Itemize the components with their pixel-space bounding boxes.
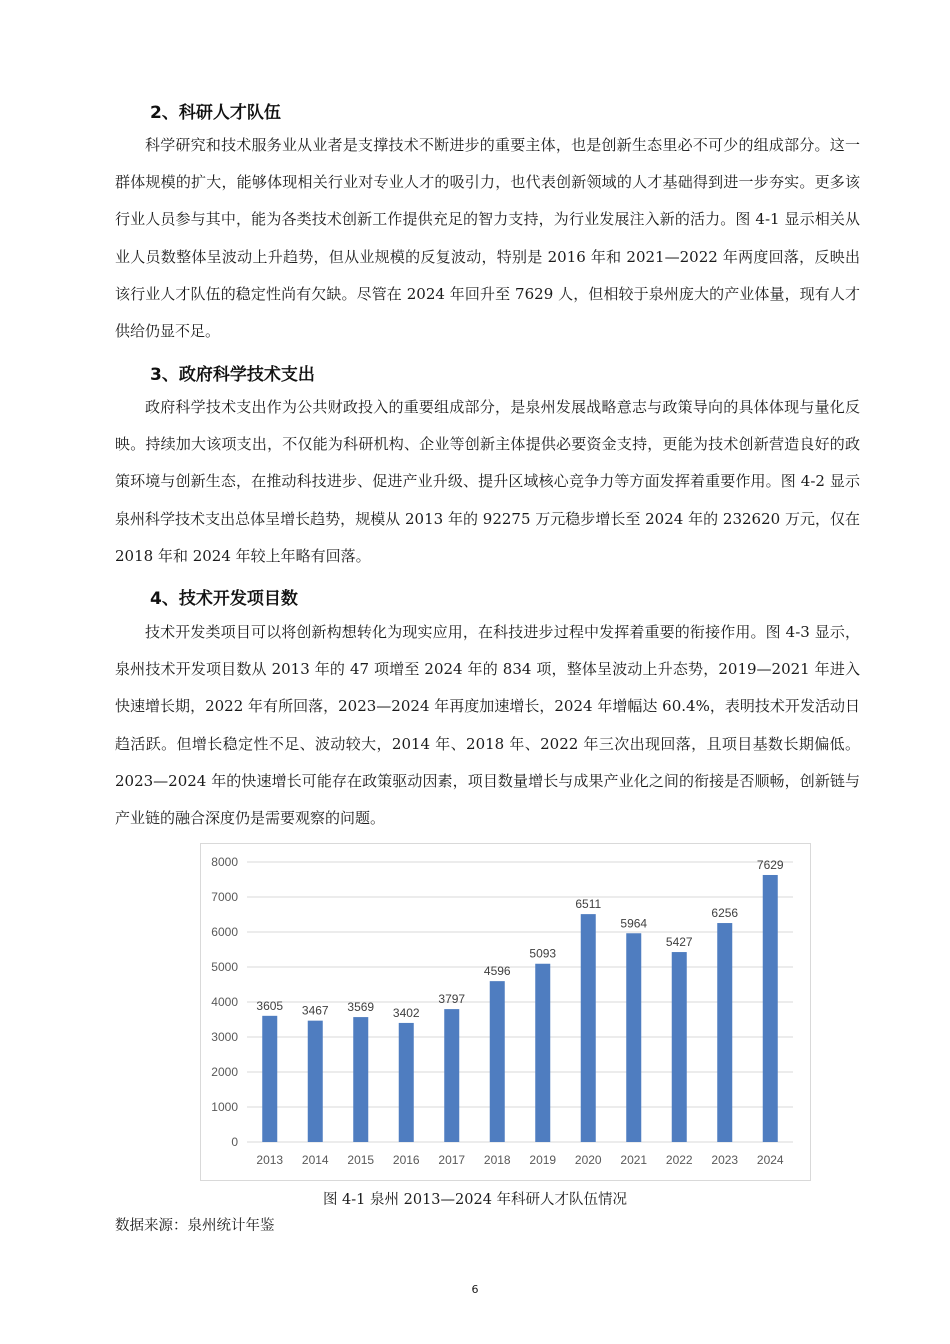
- bar-2019: [535, 964, 550, 1142]
- data-label: 3569: [347, 1000, 375, 1015]
- page-number: 6: [471, 1283, 479, 1296]
- bar-2024: [763, 875, 778, 1142]
- y-tick-label: 5000: [211, 960, 238, 974]
- data-label: 3402: [392, 1005, 420, 1020]
- y-tick-label: 4000: [211, 995, 238, 1009]
- figure-caption: 图 4-1 泉州 2013—2024 年科研人才队伍情况: [322, 1192, 628, 1208]
- x-tick-label: 2019: [529, 1153, 557, 1167]
- x-tick-label: 2024: [756, 1153, 784, 1167]
- x-tick-label: 2018: [483, 1153, 511, 1167]
- data-label: 6511: [575, 897, 602, 912]
- bar-2020: [581, 914, 596, 1142]
- data-label: 7629: [756, 857, 784, 872]
- x-tick-label: 2023: [711, 1153, 739, 1167]
- y-tick-label: 0: [231, 1135, 238, 1149]
- bar-2014: [308, 1021, 323, 1142]
- y-tick-label: 6000: [211, 925, 238, 939]
- bar-2015: [353, 1017, 368, 1142]
- data-label: 5093: [529, 946, 557, 961]
- paragraph-government-spending: 政府科学技术支出作为公共财政投入的重要组成部分，是泉州发展战略意志与政策导向的具体体现与量化反映。持续加大该项支出，不仅能为科研机构、企业等创新主体提供必要资金支持，更能为技术创新营造良好的政策环境与创新生态，在推动科技进步、促进产业升级、提升区域核心竞争力等方面发挥着重要作用。图 4-2 显示泉州科学技术支出总体呈增长趋势，规模从 2013 年的 92275 万元稳步增长至 2024 年的 232620 万元，仅在 2018 年和 2024 年较上年略有回落。: [115, 398, 860, 565]
- x-tick-label: 2013: [256, 1153, 284, 1167]
- x-tick-label: 2015: [347, 1153, 375, 1167]
- x-tick-label: 2016: [392, 1153, 420, 1167]
- paragraph-tech-projects: 技术开发类项目可以将创新构想转化为现实应用，在科技进步过程中发挥着重要的衔接作用。图 4-3 显示，泉州技术开发项目数从 2013 年的 47 项增至 2024 年的 834 项，整体呈波动上升态势，2019—2021 年进入快速增长期，2022 年有所回落，2023—2024 年再度加速增长，2024 年增幅达 60.4%，表明技术开发活动日趋活跃。但增长稳定性不足、波动较大，2014 年、2018 年、2022 年三次出现回落，且项目基数长期偏低。2023—2024 年的快速增长可能存在政策驱动因素，项目数量增长与成果产业化之间的衔接是否顺畅，创新链与产业链的融合深度仍是需要观察的问题。: [115, 623, 860, 828]
- x-tick-label: 2021: [620, 1153, 648, 1167]
- data-label: 3467: [301, 1003, 329, 1018]
- x-tick-label: 2022: [665, 1153, 693, 1167]
- y-tick-label: 1000: [211, 1100, 238, 1114]
- data-label: 6256: [711, 906, 739, 921]
- bar-2023: [717, 923, 732, 1142]
- y-tick-label: 2000: [211, 1065, 238, 1079]
- data-label: 4596: [483, 964, 511, 979]
- bar-2017: [444, 1009, 459, 1142]
- x-tick-label: 2014: [301, 1153, 329, 1167]
- data-label: 3605: [256, 998, 284, 1013]
- data-label: 5427: [665, 935, 693, 950]
- section-heading-tech-projects: 4、技术开发项目数: [150, 589, 298, 609]
- y-tick-label: 7000: [211, 890, 238, 904]
- bar-2022: [672, 952, 687, 1142]
- y-tick-label: 8000: [211, 855, 238, 869]
- x-tick-label: 2020: [574, 1153, 602, 1167]
- bar-2013: [262, 1016, 277, 1142]
- section-heading-research-talent: 2、科研人才队伍: [150, 103, 281, 123]
- paragraph-research-talent: 科学研究和技术服务业从业者是支撑技术不断进步的重要主体，也是创新生态里必不可少的组成部分。这一群体规模的扩大，能够体现相关行业对专业人才的吸引力，也代表创新领域的人才基础得到进一步夯实。更多该行业人员参与其中，能为各类技术创新工作提供充足的智力支持，为行业发展注入新的活力。图 4-1 显示相关从业人员数整体呈波动上升趋势，但从业规模的反复波动，特别是 2016 年和 2021—2022 年两度回落，反映出该行业人才队伍的稳定性尚有欠缺。尽管在 2024 年回升至 7629 人，但相较于泉州庞大的产业体量，现有人才供给仍显不足。: [115, 136, 860, 341]
- bar-chart: [201, 844, 810, 1180]
- bar-2021: [626, 933, 641, 1142]
- section-heading-government-spending: 3、政府科学技术支出: [150, 365, 315, 385]
- data-source-note: 数据来源：泉州统计年鉴: [115, 1218, 275, 1234]
- data-label: 5964: [620, 916, 648, 931]
- y-tick-label: 3000: [211, 1030, 238, 1044]
- bar-2018: [490, 981, 505, 1142]
- bar-chart-frame: [200, 843, 811, 1181]
- x-tick-label: 2017: [438, 1153, 466, 1167]
- bar-2016: [399, 1023, 414, 1142]
- data-label: 3797: [438, 992, 466, 1007]
